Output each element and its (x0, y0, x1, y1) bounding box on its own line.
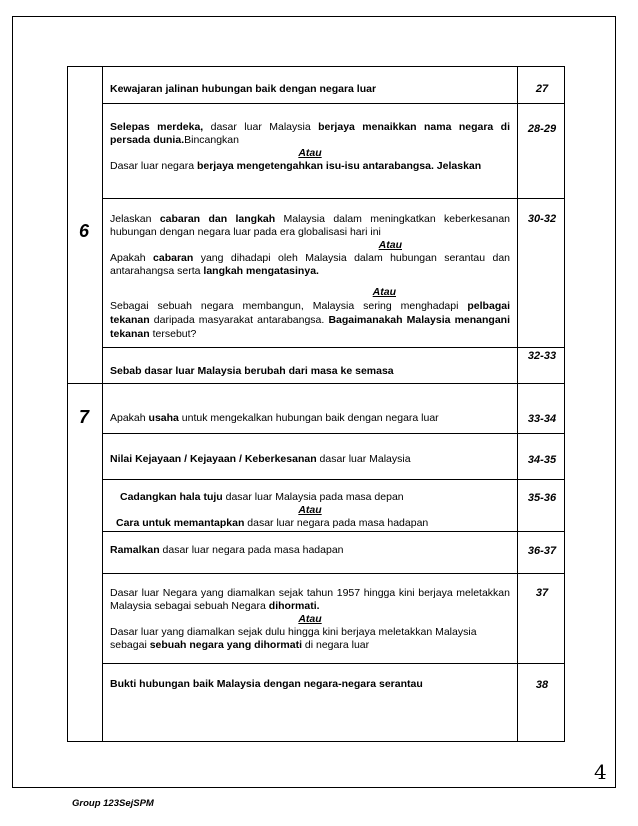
row-divider (102, 103, 564, 104)
row-divider (102, 198, 564, 199)
row-topic: Dasar luar yang diamalkan sejak dulu hingga kini berjaya meletakkan Malaysia sebagai sebuah negara yang dihormati di negara luar (110, 626, 477, 651)
page-ref: 37 (535, 587, 549, 599)
row-topic: Jelaskan cabaran dan langkah Malaysia dalam meningkatkan keberkesanan hubungan dengan negara luar pada era globalisasi hari ini (110, 213, 511, 238)
row-topic: Cara untuk memantapkan dasar luar negara pada masa hadapan (116, 517, 429, 529)
page-ref: 34-35 (527, 454, 557, 466)
atau-label: Atau (298, 504, 322, 516)
page-ref: 33-34 (527, 413, 557, 425)
row-topic: Dasar luar negara berjaya mengetengahkan isu-isu antarabangsa. Jelaskan (110, 160, 482, 172)
row-divider (102, 663, 564, 664)
page-ref: 30-32 (527, 213, 557, 225)
row-topic: Bukti hubungan baik Malaysia dengan negara-negara serantau (110, 678, 423, 690)
question-number: 7 (79, 407, 90, 427)
page-ref: 28-29 (527, 123, 557, 135)
row-divider (102, 479, 564, 480)
row-topic: Cadangkan hala tuju dasar luar Malaysia pada masa depan (120, 491, 404, 503)
row-topic: Kewajaran jalinan hubungan baik dengan negara luar (110, 83, 377, 95)
row-topic: Dasar luar Negara yang diamalkan sejak tahun 1957 hingga kini berjaya meletakkan Malaysia sebagai sebuah Negara dihormati. (110, 587, 510, 612)
page-ref: 35-36 (527, 492, 557, 504)
row-divider (102, 433, 564, 434)
row-topic: Apakah cabaran yang dihadapi oleh Malaysia dalam hubungan serantau dan antarahangsa serta langkah mengatasinya. (110, 252, 511, 277)
row-topic: Apakah usaha untuk mengekalkan hubungan baik dengan negara luar (110, 412, 439, 424)
page-ref: 38 (535, 679, 549, 691)
page-number: 4 (594, 760, 607, 784)
row-divider (102, 573, 564, 574)
row-topic: Sebagai sebuah negara membangun, Malaysia sering menghadapi pelbagai tekanan daripada masyarakat antarabangsa. Bagaimanakah Malaysia menangani tekanan tersebut? (110, 300, 510, 340)
row-topic: Nilai Kejayaan / Kejayaan / Keberkesanan dasar luar Malaysia (110, 453, 411, 465)
page-ref: 36-37 (527, 545, 557, 557)
atau-label: Atau (378, 239, 402, 251)
row-topic: Sebab dasar luar Malaysia berubah dari masa ke semasa (110, 365, 394, 377)
row-topic: Selepas merdeka, dasar luar Malaysia berjaya menaikkan nama negara di persada dunia.Bincangkan (110, 121, 510, 146)
row-topic: Ramalkan dasar luar negara pada masa hadapan (110, 544, 344, 556)
question-number: 6 (79, 221, 90, 241)
atau-label: Atau (298, 613, 322, 625)
column-divider (517, 67, 518, 741)
row-divider (68, 383, 564, 384)
atau-label: Atau (298, 147, 322, 159)
page-ref: 32-33 (527, 350, 557, 362)
column-divider (102, 67, 103, 741)
footer-label: Group 123SejSPM (72, 798, 154, 809)
page-ref: 27 (535, 83, 549, 95)
row-divider (102, 347, 564, 348)
row-divider (102, 531, 564, 532)
atau-label: Atau (372, 286, 396, 298)
topic-table (67, 66, 565, 742)
